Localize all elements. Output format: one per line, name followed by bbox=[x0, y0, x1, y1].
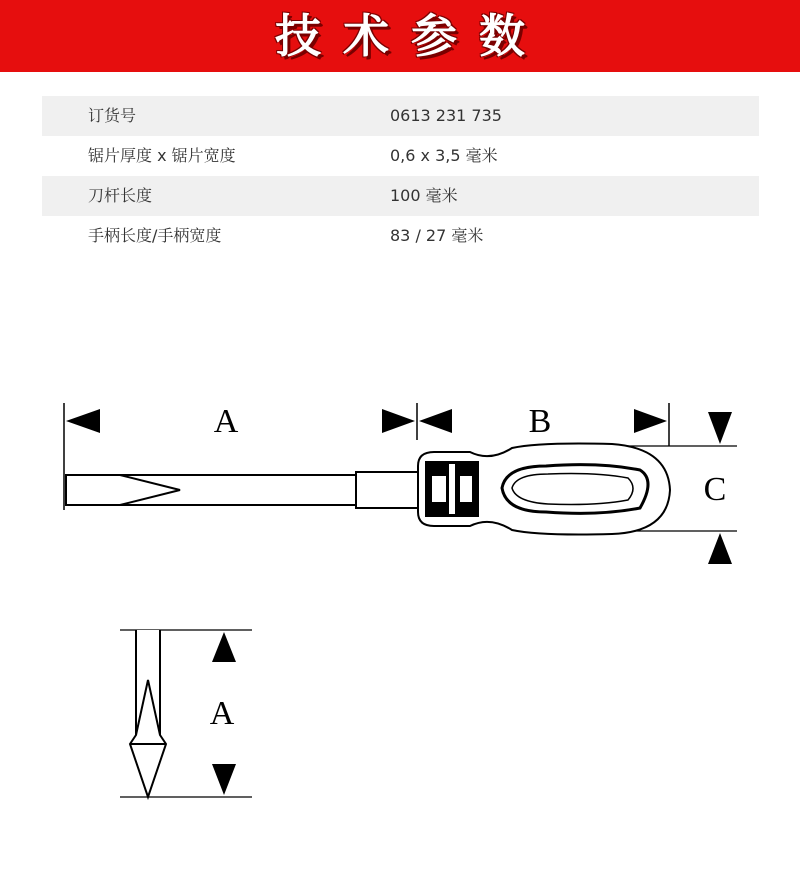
arrow-left-icon bbox=[419, 409, 452, 433]
spec-label: 锯片厚度 x 锯片宽度 bbox=[88, 146, 236, 165]
arrow-up-icon bbox=[212, 632, 236, 662]
arrow-right-icon bbox=[382, 409, 415, 433]
screwdriver-shaft bbox=[66, 472, 418, 508]
spec-value: 0613 231 735 bbox=[390, 106, 502, 125]
dimension-b bbox=[419, 403, 669, 446]
spec-value: 100 毫米 bbox=[390, 186, 458, 205]
blade-side-view bbox=[120, 630, 252, 797]
dimension-c-label: C bbox=[703, 471, 727, 508]
arrow-right-icon bbox=[634, 409, 667, 433]
spec-value: 83 / 27 毫米 bbox=[390, 226, 484, 245]
spec-label: 手柄长度/手柄宽度 bbox=[88, 226, 222, 245]
dimension-a-label: A bbox=[213, 403, 239, 440]
arrow-up-icon bbox=[708, 533, 732, 564]
blade-side-label: A bbox=[209, 695, 235, 732]
spec-label: 订货号 bbox=[88, 106, 137, 125]
spec-value: 0,6 x 3,5 毫米 bbox=[390, 146, 498, 165]
spec-label: 刀杆长度 bbox=[88, 186, 153, 205]
arrow-down-icon bbox=[708, 412, 732, 444]
dimension-b-label: B bbox=[528, 403, 552, 440]
banner-title: 技术参数 bbox=[275, 9, 547, 63]
screwdriver-handle bbox=[418, 444, 670, 535]
arrow-down-icon bbox=[212, 764, 236, 795]
arrow-left-icon bbox=[66, 409, 100, 433]
